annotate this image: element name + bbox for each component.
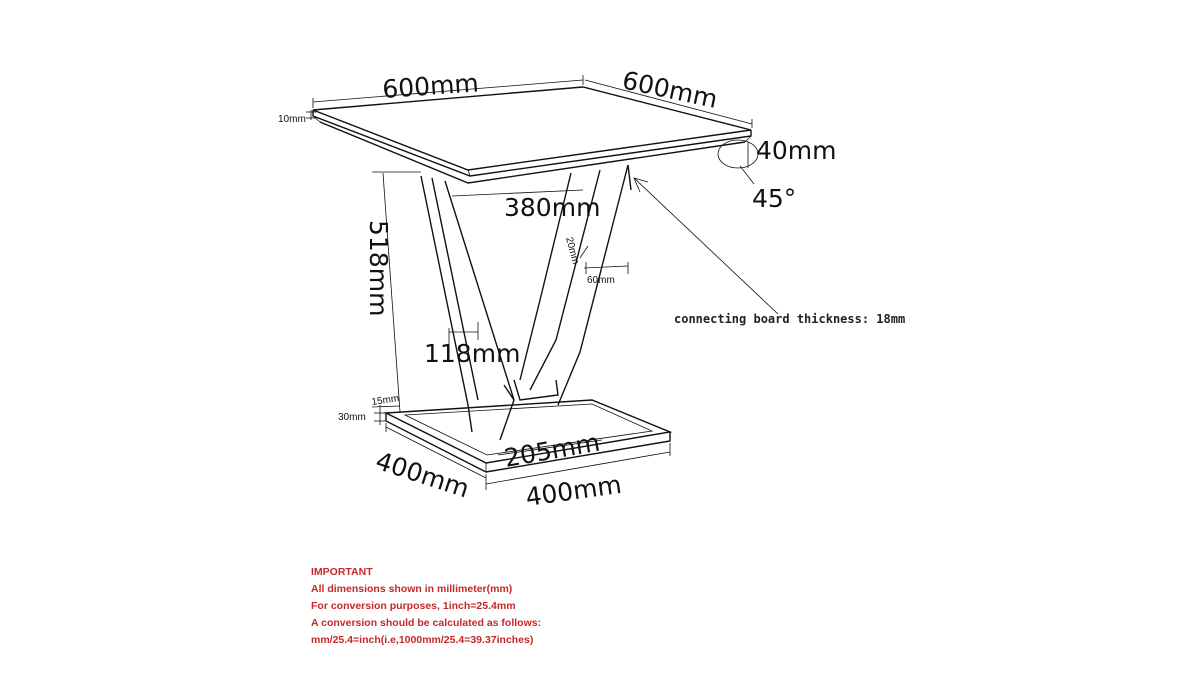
base-height-label: 30mm bbox=[338, 412, 366, 423]
important-heading: IMPORTANT bbox=[311, 566, 373, 578]
note-line: A conversion should be calculated as follows: bbox=[311, 617, 542, 629]
note-line: All dimensions shown in millimeter(mm) bbox=[311, 583, 513, 595]
leg-thickness-label: 60mm bbox=[587, 275, 615, 286]
base-width-label: 400mm bbox=[523, 469, 624, 512]
bevel-angle-label: 45° bbox=[752, 184, 797, 213]
edge-height-label: 40mm bbox=[756, 136, 837, 165]
top-width-label: 600mm bbox=[381, 68, 480, 104]
note-line: mm/25.4=inch(i.e,1000mm/25.4=39.37inches) bbox=[311, 634, 534, 646]
height-label: 518mm bbox=[364, 220, 393, 317]
base-depth-label: 400mm bbox=[372, 446, 473, 504]
bottom-width-label: 205mm bbox=[502, 427, 603, 473]
top-thickness-label: 10mm bbox=[278, 114, 306, 125]
leg-angle-label: 20mm bbox=[563, 235, 581, 266]
top-depth-label: 600mm bbox=[619, 65, 721, 114]
base-inset-label: 15mm bbox=[370, 393, 400, 408]
important-note bbox=[311, 564, 541, 649]
connecting-board-note: connecting board thickness: 18mm bbox=[674, 312, 906, 326]
inner-width-label: 380mm bbox=[504, 193, 601, 222]
leg-width-label: 118mm bbox=[424, 339, 521, 368]
note-line: For conversion purposes, 1inch=25.4mm bbox=[311, 600, 516, 612]
